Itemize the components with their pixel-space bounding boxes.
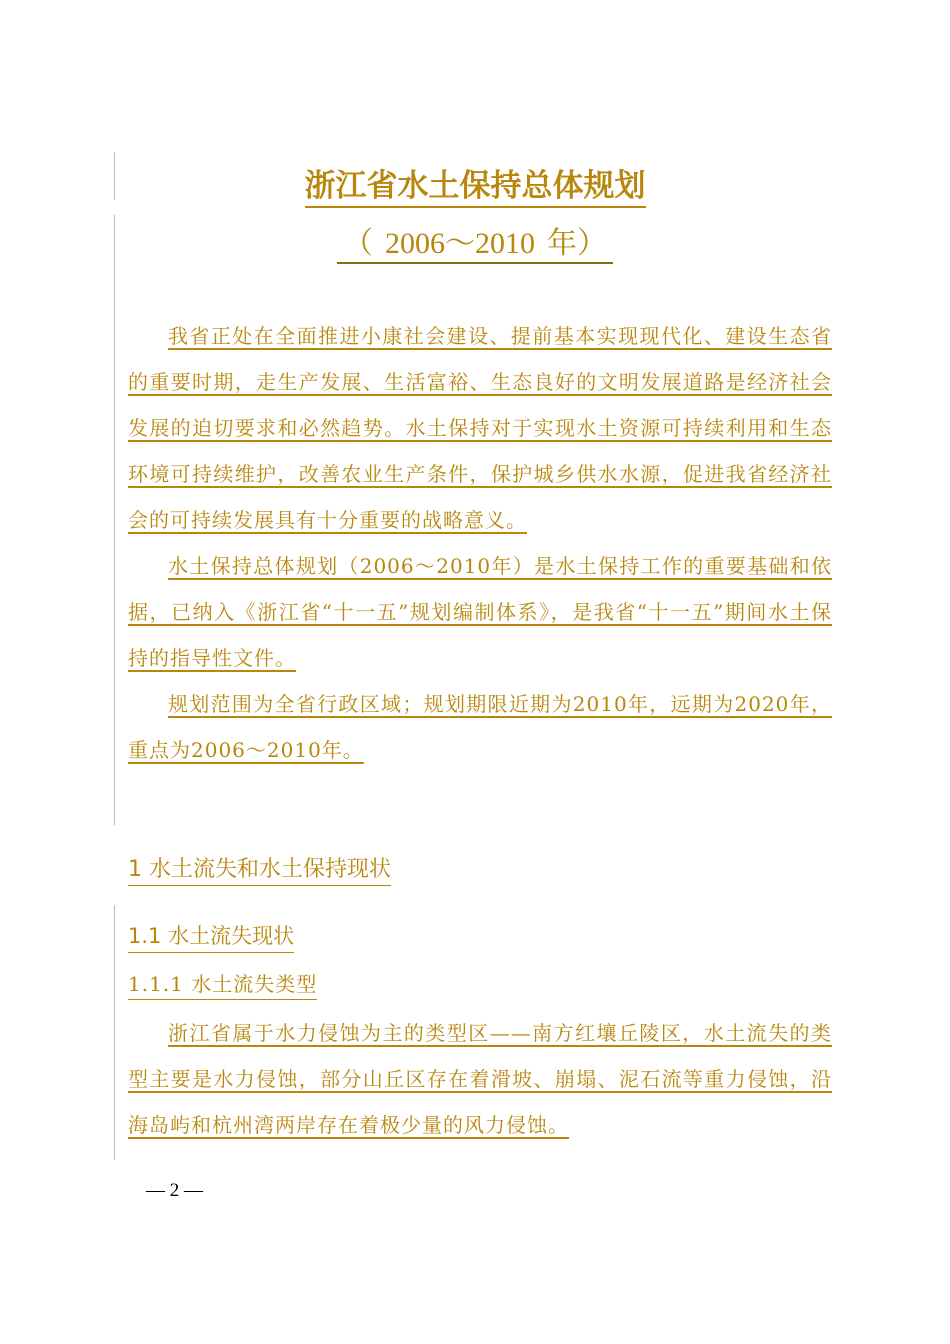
section-1-1-1-paragraph bbox=[128, 1010, 832, 1148]
intro-paragraph-2 bbox=[128, 543, 832, 681]
intro-paragraph-1 bbox=[128, 313, 832, 543]
margin-bar-body bbox=[114, 215, 115, 825]
subtitle-close: 年） bbox=[541, 227, 613, 264]
document-title bbox=[0, 160, 950, 205]
intro-paragraph-2-text: 水土保持总体规划（2006～2010年）是水土保持工作的重要基础和依据，已纳入《浙江省“十一五”规划编制体系》，是我省“十一五”期间水土保持的指导性文件。 bbox=[128, 554, 832, 670]
intro-paragraph-3 bbox=[128, 681, 832, 773]
intro-paragraph-3-text: 规划范围为全省行政区域；规划期限近期为2010年，远期为2020年，重点为2006～2010年。 bbox=[128, 692, 832, 762]
section-1-1-heading: 1.1 水土流失现状 bbox=[128, 920, 294, 953]
section-1-1-1-paragraph-text: 浙江省属于水力侵蚀为主的类型区——南方红壤丘陵区，水土流失的类型主要是水力侵蚀，部分山丘区存在着滑坡、崩塌、泥石流等重力侵蚀，沿海岛屿和杭州湾两岸存在着极少量的风力侵蚀。 bbox=[128, 1021, 832, 1137]
section-1-1-1-body bbox=[128, 1010, 832, 1148]
intro-section bbox=[128, 313, 832, 773]
document-subtitle bbox=[0, 218, 950, 262]
section-1-1-1-heading: 1.1.1 水土流失类型 bbox=[128, 968, 317, 1000]
subtitle-open: （ bbox=[337, 227, 379, 264]
document-title-text: 浙江省水土保持总体规划 bbox=[305, 168, 646, 208]
subtitle-years: 2006～2010 bbox=[379, 227, 541, 264]
page-number: — 2 — bbox=[146, 1180, 203, 1201]
intro-paragraph-1-text: 我省正处在全面推进小康社会建设、提前基本实现现代化、建设生态省的重要时期，走生产发展、生活富裕、生态良好的文明发展道路是经济社会发展的迫切要求和必然趋势。水土保持对于实现水土资源可持续利用和生态环境可持续维护，改善农业生产条件，保护城乡供水水源，促进我省经济社会的可持续发展具有十分重要的战略意义。 bbox=[128, 324, 832, 532]
margin-bar-section bbox=[114, 905, 115, 1160]
section-1-heading: 1 水土流失和水土保持现状 bbox=[128, 852, 391, 886]
